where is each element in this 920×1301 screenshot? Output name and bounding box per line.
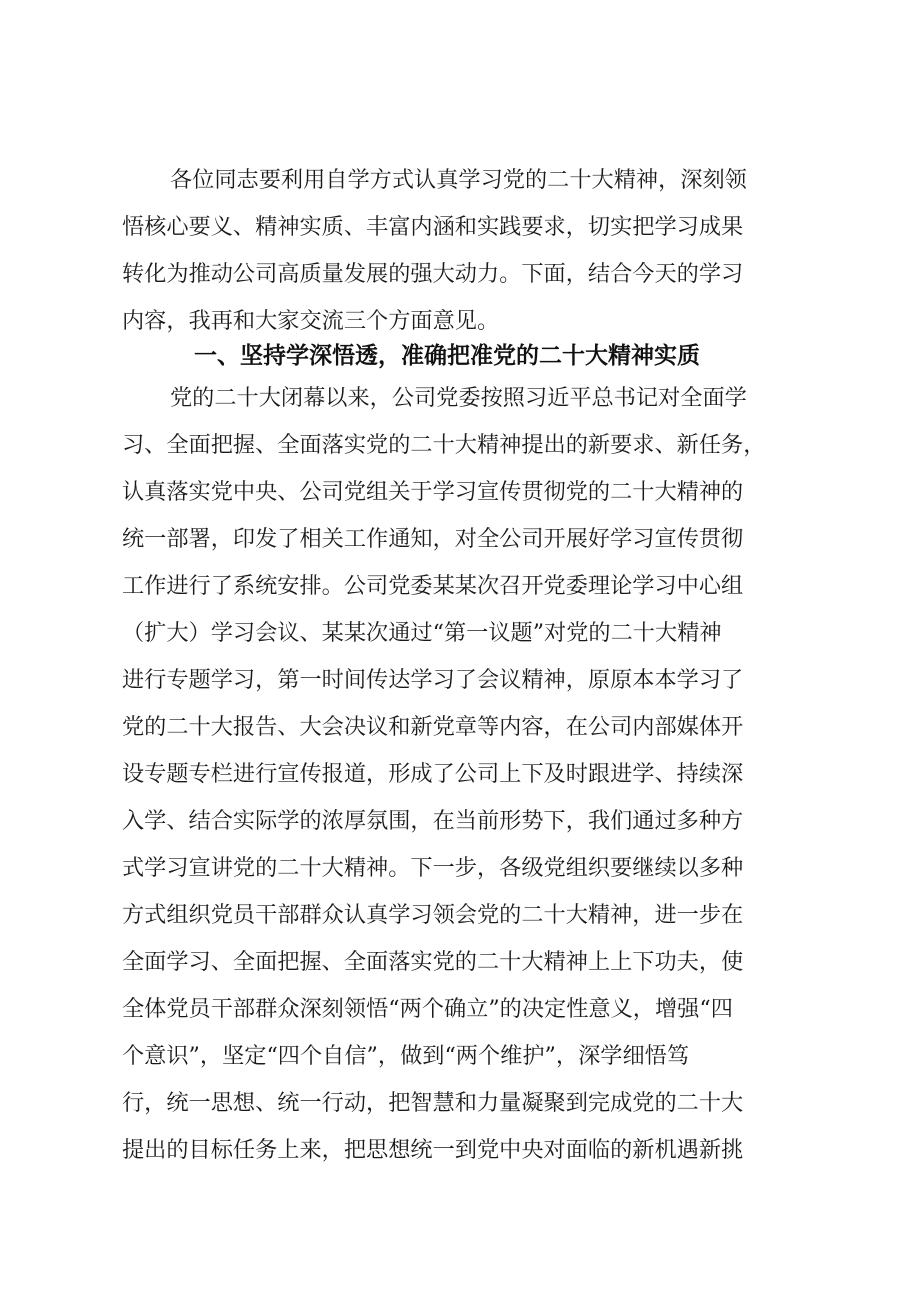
body-line: （扩大）学习会议、某某次通过“第一议题”对党的二十大精神 xyxy=(122,620,722,646)
body-line: 个意识”，坚定“四个自信”，做到“两个维护”，深学细悟笃 xyxy=(122,1043,690,1069)
body-line: 全体党员干部群众深刻领悟“两个确立”的决定性意义，增强“四 xyxy=(122,996,733,1022)
section-heading: 一、坚持学深悟透，准确把准党的二十大精神实质 xyxy=(194,343,700,369)
body-line: 习、全面把握、全面落实党的二十大精神提出的新要求、新任务， xyxy=(122,432,766,458)
intro-line: 转化为推动公司高质量发展的强大动力。下面，结合今天的学习 xyxy=(122,261,744,287)
intro-line: 悟核心要义、精神实质、丰富内涵和实践要求，切实把学习成果 xyxy=(122,214,744,240)
body-line: 行，统一思想、统一行动，把智慧和力量凝聚到完成党的二十大 xyxy=(122,1090,744,1116)
body-line: 入学、结合实际学的浓厚氛围，在当前形势下，我们通过多种方 xyxy=(122,808,744,834)
body-line: 全面学习、全面把握、全面落实党的二十大精神上上下功夫，使 xyxy=(122,949,744,975)
body-line: 设专题专栏进行宣传报道，形成了公司上下及时跟进学、持续深 xyxy=(122,761,744,787)
body-line: 党的二十大报告、大会决议和新党章等内容，在公司内部媒体开 xyxy=(122,714,744,740)
body-line: 工作进行了系统安排。公司党委某某次召开党委理论学习中心组 xyxy=(122,573,744,599)
intro-line: 内容，我再和大家交流三个方面意见。 xyxy=(122,308,500,334)
body-line: 式学习宣讲党的二十大精神。下一步，各级党组织要继续以多种 xyxy=(122,855,744,881)
body-line: 提出的目标任务上来，把思想统一到党中央对面临的新机遇新挑 xyxy=(122,1137,744,1163)
body-line: 认真落实党中央、公司党组关于学习宣传贯彻党的二十大精神的 xyxy=(122,479,744,505)
body-line: 党的二十大闭幕以来，公司党委按照习近平总书记对全面学 xyxy=(170,385,747,411)
body-line: 方式组织党员干部群众认真学习领会党的二十大精神，进一步在 xyxy=(122,902,744,928)
body-line: 统一部署，印发了相关工作通知，对全公司开展好学习宣传贯彻 xyxy=(122,526,744,552)
intro-line: 各位同志要利用自学方式认真学习党的二十大精神，深刻领 xyxy=(170,167,747,193)
body-line: 进行专题学习，第一时间传达学习了会议精神，原原本本学习了 xyxy=(122,667,744,693)
